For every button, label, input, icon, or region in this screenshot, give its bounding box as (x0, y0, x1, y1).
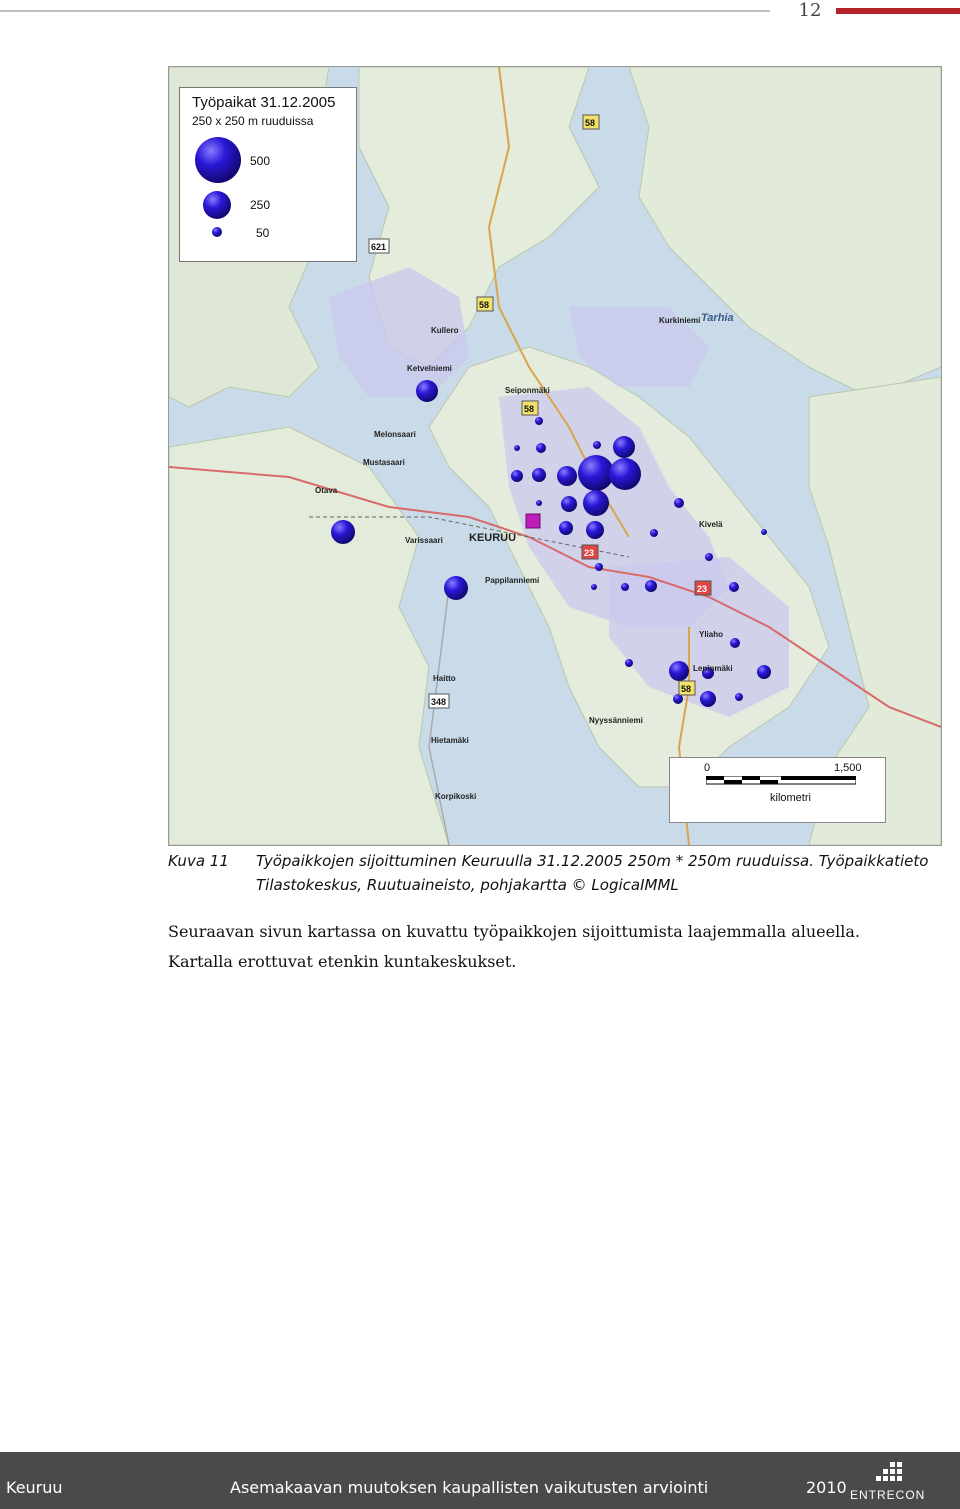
road-number: 58 (524, 404, 535, 414)
workplace-marker (561, 496, 577, 512)
place-label: Pappilanniemi (485, 576, 540, 585)
place-label: Ketvelniemi (407, 364, 452, 373)
road-number: 58 (479, 300, 490, 310)
place-label: Melonsaari (374, 430, 416, 439)
workplace-marker (625, 659, 633, 667)
scale-start: 0 (704, 762, 711, 774)
workplace-marker (613, 436, 635, 458)
scale-bar (669, 757, 886, 823)
workplace-marker (591, 584, 597, 590)
road-number: 621 (371, 242, 387, 252)
workplace-marker (705, 553, 713, 561)
place-label: KEURUU (469, 532, 517, 544)
figure-label: Kuva 11 (168, 852, 229, 870)
body-paragraph-line1: Seuraavan sivun kartassa on kuvattu työpaikkojen sijoittumista laajemmalla alueella. (168, 922, 860, 941)
header-rule-left (0, 10, 770, 12)
workplace-marker (536, 500, 542, 506)
keuruu-center-marker (526, 514, 540, 528)
place-label: Mustasaari (363, 458, 405, 467)
road-number: 58 (681, 684, 692, 694)
place-label: Tarhia (701, 312, 734, 324)
footer-municipality: Keuruu (6, 1478, 63, 1497)
workplace-marker (669, 661, 689, 681)
place-label: Hietamäki (431, 736, 469, 745)
map-legend (179, 87, 357, 262)
workplace-marker (578, 455, 614, 491)
place-label: Otava (315, 486, 338, 495)
workplace-marker (586, 521, 604, 539)
workplace-marker (621, 583, 629, 591)
workplace-marker (645, 580, 657, 592)
body-paragraph-line2: Kartalla erottuvat etenkin kuntakeskukset. (168, 952, 517, 971)
page-footer (0, 1452, 960, 1509)
figure-caption-line2: Tilastokeskus, Ruutuaineisto, pohjakartta © LogicaIMML (256, 876, 679, 894)
footer-brand: ENTRECON (850, 1488, 926, 1502)
place-label: Kullero (431, 326, 459, 335)
page-number: 12 (798, 0, 822, 21)
map-figure (168, 66, 942, 846)
workplace-marker (700, 691, 716, 707)
workplace-marker (674, 498, 684, 508)
workplace-marker (532, 468, 546, 482)
legend-sphere-medium (203, 191, 231, 219)
workplace-marker (735, 693, 743, 701)
legend-value-50: 50 (256, 226, 270, 240)
place-label: Haitto (433, 674, 456, 683)
place-label: Kurkiniemi (659, 316, 701, 325)
workplace-marker (536, 443, 546, 453)
footer-report-title: Asemakaavan muutoksen kaupallisten vaikutusten arviointi (230, 1478, 709, 1497)
figure-caption-line1: Työpaikkojen sijoittuminen Keuruulla 31.12.2005 250m * 250m ruuduissa. Työpaikkatieto (256, 852, 929, 870)
legend-title: Työpaikat 31.12.2005 (192, 94, 336, 111)
workplace-marker (730, 638, 740, 648)
workplace-marker (331, 520, 355, 544)
legend-subtitle: 250 x 250 m ruuduissa (192, 114, 314, 128)
workplace-marker (609, 458, 641, 490)
workplace-marker (757, 665, 771, 679)
place-label: Nyyssänniemi (589, 716, 643, 725)
scale-unit: kilometri (770, 792, 811, 804)
legend-sphere-small (212, 227, 222, 237)
road-number: 348 (431, 697, 447, 707)
workplace-marker (729, 582, 739, 592)
legend-value-500: 500 (250, 154, 271, 168)
place-label: Korpikoski (435, 792, 477, 801)
place-label: Lepinmäki (693, 664, 733, 673)
workplace-marker (535, 417, 543, 425)
scale-end: 1,500 (834, 762, 862, 774)
workplace-marker (650, 529, 658, 537)
workplace-marker (559, 521, 573, 535)
header-rule-right (836, 8, 960, 14)
land-southwest (169, 427, 449, 845)
workplace-marker (514, 445, 520, 451)
place-label: Varissaari (405, 536, 443, 545)
place-label: Kivelä (699, 520, 723, 529)
place-label: Yliaho (699, 630, 724, 639)
footer-year: 2010 (806, 1478, 847, 1497)
scale-ruler (706, 776, 856, 786)
entrecon-logo-icon (876, 1462, 902, 1486)
road-number: 23 (697, 584, 708, 594)
workplace-marker (511, 470, 523, 482)
workplace-marker (761, 529, 767, 535)
workplace-marker (595, 563, 603, 571)
legend-sphere-large (195, 137, 241, 183)
road-number: 23 (584, 548, 595, 558)
workplace-marker (444, 576, 468, 600)
place-label: Seiponmäki (505, 386, 550, 395)
workplace-marker (416, 380, 438, 402)
workplace-marker (583, 490, 609, 516)
workplace-marker (593, 441, 601, 449)
workplace-marker (557, 466, 577, 486)
road-number: 58 (585, 118, 596, 128)
legend-value-250: 250 (250, 198, 271, 212)
